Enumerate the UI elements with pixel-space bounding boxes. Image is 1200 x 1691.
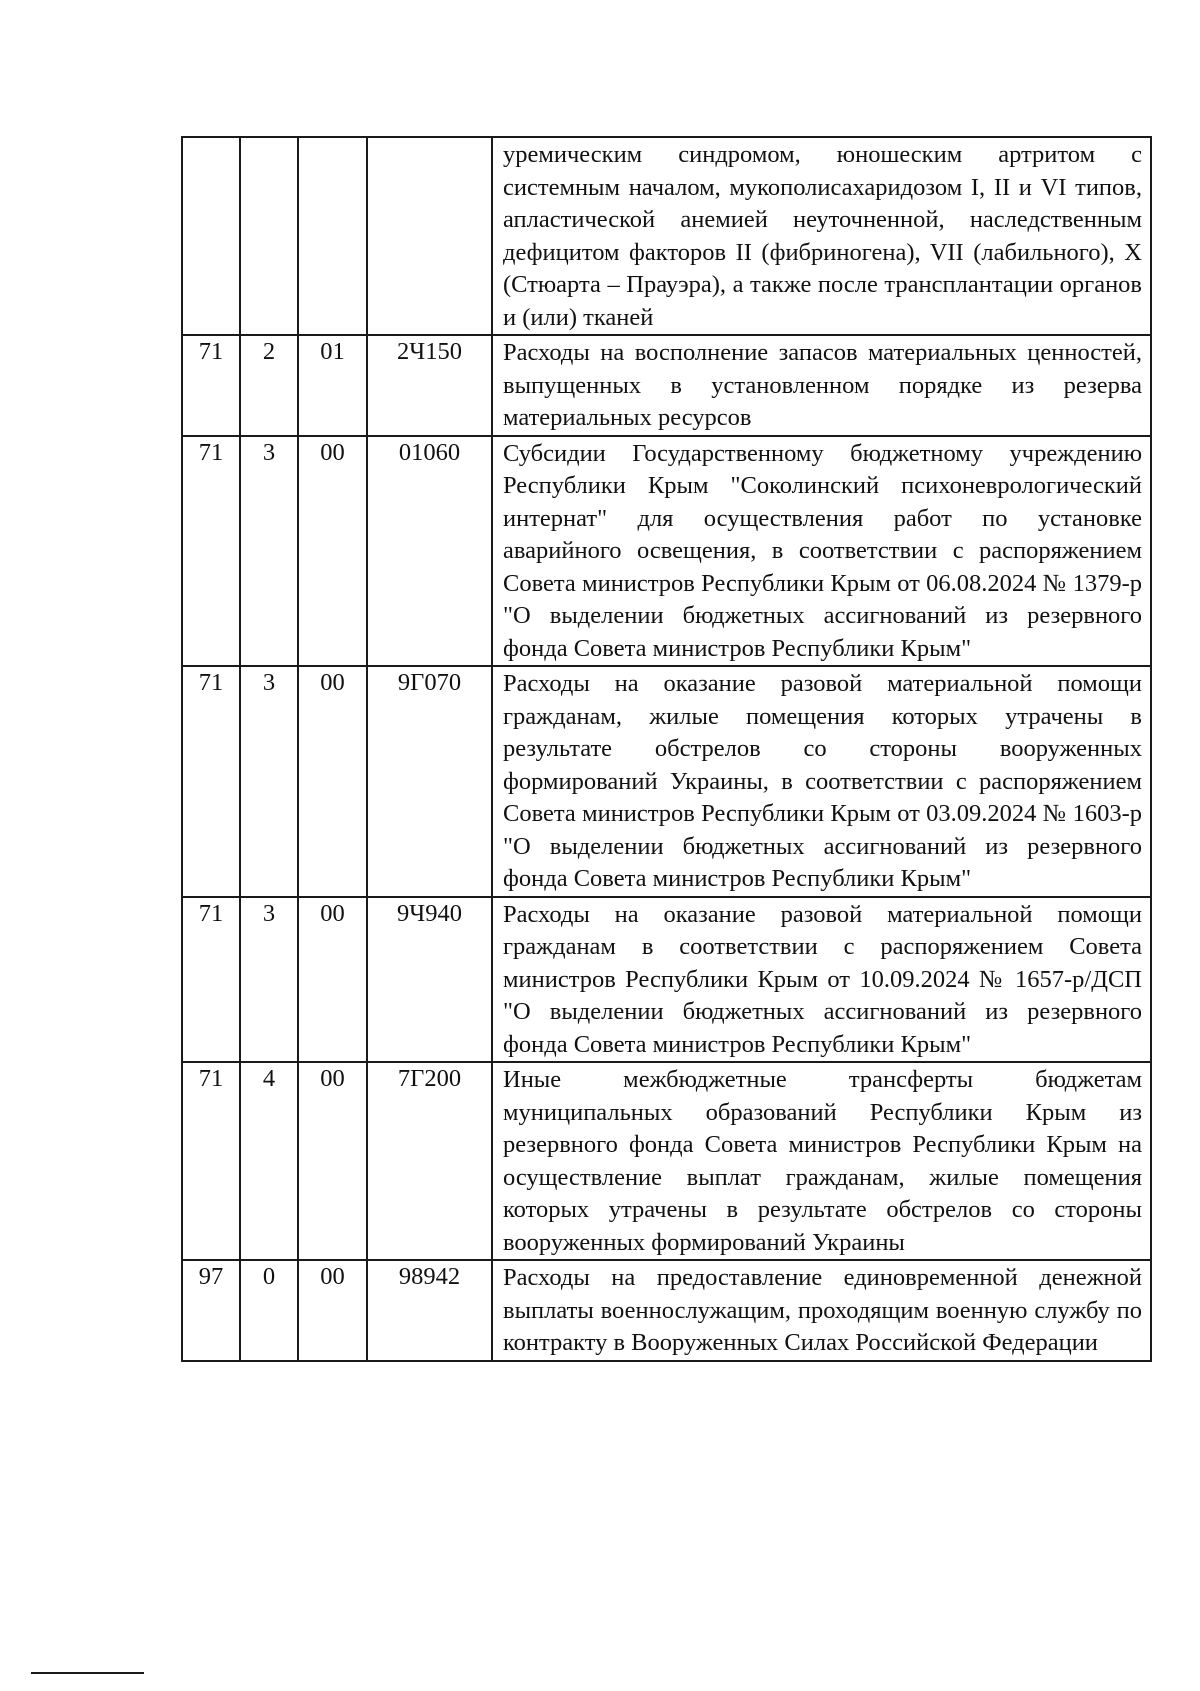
table-row [182,137,1151,335]
subprogram-code-cell: 3 [240,666,298,897]
subprogram-code-cell: 0 [240,1260,298,1361]
main-activity-code-cell: 00 [298,436,367,667]
program-code-cell: 97 [182,1260,240,1361]
direction-code-cell: 9Г070 [367,666,492,897]
direction-code-cell [367,137,492,335]
direction-code-cell: 98942 [367,1260,492,1361]
subprogram-code-cell [240,137,298,335]
subprogram-code-cell: 2 [240,335,298,436]
description-cell: Расходы на оказание разовой материальной помощи гражданам в соответствии с распоряжением Совета министров Республики Крым от 10.09.2024 № 1657-р/ДСП "О выделении бюджетных ассигнований из резервного фонда Совета министров Республики Крым" [492,897,1151,1063]
footnote-separator-line [31,1672,144,1674]
subprogram-code-cell: 4 [240,1062,298,1260]
program-code-cell: 71 [182,436,240,667]
program-code-cell [182,137,240,335]
table-row [182,897,1151,1063]
table-row [182,1260,1151,1361]
direction-code-cell: 01060 [367,436,492,667]
main-activity-code-cell: 01 [298,335,367,436]
direction-code-cell: 7Г200 [367,1062,492,1260]
program-code-cell: 71 [182,897,240,1063]
main-activity-code-cell [298,137,367,335]
main-activity-code-cell: 00 [298,1062,367,1260]
description-cell: уремическим синдромом, юношеским артритом с системным началом, мукополисахаридозом I, II и VI типов, апластической анемией неуточненной, наследственным дефицитом факторов II (фибриногена), VII (лабильного), X (Стюарта – Прауэра), а также после трансплантации органов и (или) тканей [492,137,1151,335]
main-activity-code-cell: 00 [298,666,367,897]
program-code-cell: 71 [182,335,240,436]
direction-code-cell: 2Ч150 [367,335,492,436]
table-row [182,335,1151,436]
table-row [182,436,1151,667]
main-activity-code-cell: 00 [298,1260,367,1361]
description-cell: Субсидии Государственному бюджетному учреждению Республики Крым "Соколинский психоневрологический интернат" для осуществления работ по установке аварийного освещения, в соответствии с распоряжением Совета министров Республики Крым от 06.08.2024 № 1379-р "О выделении бюджетных ассигнований из резервного фонда Совета министров Республики Крым" [492,436,1151,667]
main-activity-code-cell: 00 [298,897,367,1063]
subprogram-code-cell: 3 [240,897,298,1063]
program-code-cell: 71 [182,1062,240,1260]
description-cell: Расходы на восполнение запасов материальных ценностей, выпущенных в установленном порядке из резерва материальных ресурсов [492,335,1151,436]
direction-code-cell: 9Ч940 [367,897,492,1063]
table-row [182,666,1151,897]
table-row [182,1062,1151,1260]
subprogram-code-cell: 3 [240,436,298,667]
program-code-cell: 71 [182,666,240,897]
description-cell: Иные межбюджетные трансферты бюджетам муниципальных образований Республики Крым из резервного фонда Совета министров Республики Крым на осуществление выплат гражданам, жилые помещения которых утрачены в результате обстрелов со стороны вооруженных формирований Украины [492,1062,1151,1260]
description-cell: Расходы на предоставление единовременной денежной выплаты военнослужащим, проходящим военную службу по контракту в Вооруженных Силах Российской Федерации [492,1260,1151,1361]
budget-classification-table [181,136,1152,1362]
description-cell: Расходы на оказание разовой материальной помощи гражданам, жилые помещения которых утрачены в результате обстрелов со стороны вооруженных формирований Украины, в соответствии с распоряжением Совета министров Республики Крым от 03.09.2024 № 1603-р "О выделении бюджетных ассигнований из резервного фонда Совета министров Республики Крым" [492,666,1151,897]
